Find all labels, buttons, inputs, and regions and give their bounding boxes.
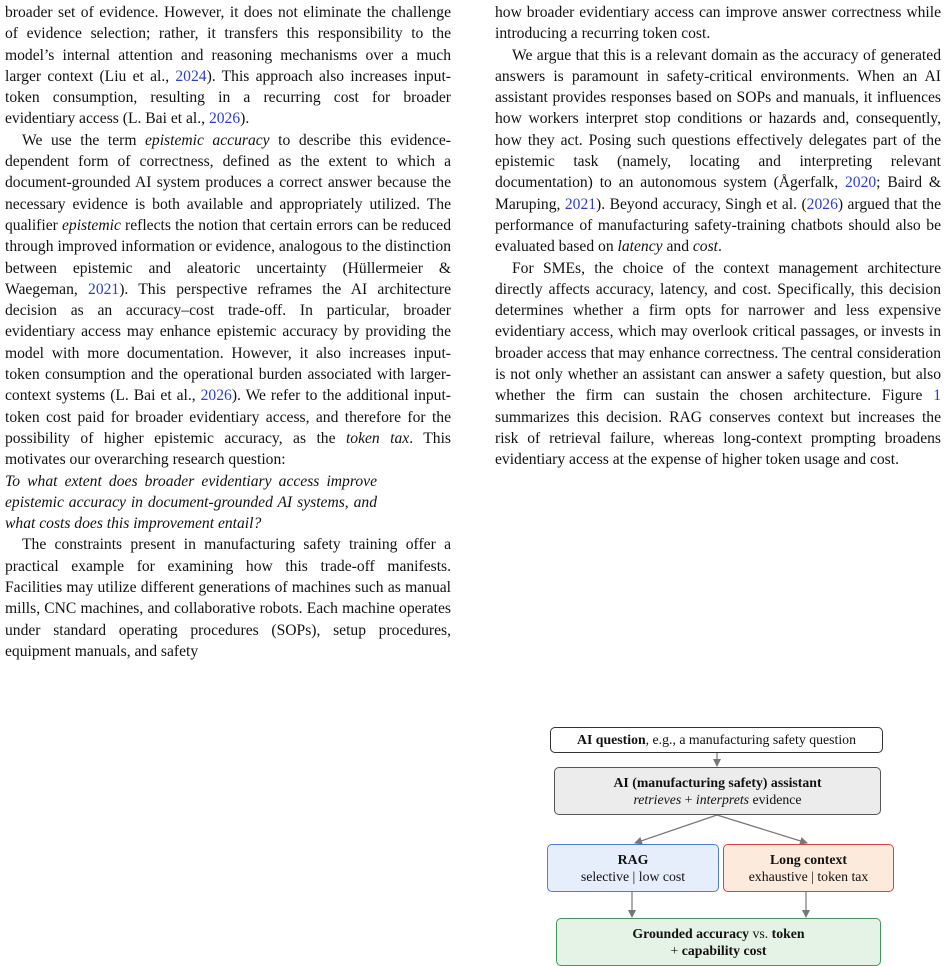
left-column xyxy=(5,2,451,662)
arrow-assistant-to-long-context xyxy=(717,815,807,843)
paragraph: broader set of evidence. However, it does not eliminate the challenge of evidence selection; rather, it transfers this responsibility to the model’s internal attention and reasoning mechanisms over a much larger context (Liu et al., 2024). This approach also increases input-token consumption, resulting in a recurring cost for broader evidentiary access (L. Bai et al., 2026). xyxy=(5,4,451,128)
research-question: To what extent does broader evidentiary access improve epistemic accuracy in document-grounded AI systems, and what costs does this improvement entail? xyxy=(5,472,377,533)
paragraph: For SMEs, the choice of the context management architecture directly affects accuracy, latency, and cost. Specifically, this decision determines whether a firm opts for narrower and less expensive evidentiary access, which may overlook critical passages, or invests in broader access that may enhance correctness. The central consideration is not only whether an assistant can answer a safety question, but also whether the firm can sustain the chosen architecture. Figure 1 summarizes this decision. RAG conserves context but increases the risk of retrieval failure, whereas long-context prompting broadens evidentiary access at the expense of higher token usage and cost. xyxy=(495,259,941,469)
assistant-box: AI (manufacturing safety) assistant retrieves + interprets evidence xyxy=(554,767,881,815)
question-box: AI question, e.g., a manufacturing safety question xyxy=(550,727,883,753)
citation-link[interactable]: 2026 xyxy=(208,110,241,128)
arrow-assistant-to-rag xyxy=(635,815,717,843)
architecture-figure xyxy=(495,640,941,958)
paragraph: how broader evidentiary access can improve answer correctness while introducing a recurring token cost. xyxy=(495,4,941,43)
paragraph: We use the term epistemic accuracy to describe this evidence-dependent form of correctness, defined as the extent to which a document-grounded AI system produces a correct answer because the necessary evidence is both available and appropriately utilized. The qualifier epistemic reflects the notion that certain errors can be reduced through improved information or evidence, analogous to the distinction between epistemic and aleatoric uncertainty (Hüllermeier & Waegeman, 2021). This perspective reframes the AI architecture decision as an accuracy–cost trade-off. In particular, broader evidentiary access may enhance epistemic accuracy by providing the model with more documentation. However, it also increases input-token consumption and the operational burden associated with larger-context systems (L. Bai et al., 2026). We refer to the additional input-token cost paid for broader evidentiary access, and therefore for the possibility of higher epistemic accuracy, as the token tax. This motivates our overarching research question: xyxy=(5,131,451,469)
long-context-box: Long context exhaustive | token tax xyxy=(723,844,894,892)
right-column xyxy=(495,2,941,471)
citation-link[interactable]: 2026 xyxy=(806,195,838,213)
citation-link[interactable]: 2026 xyxy=(200,387,232,405)
citation-link[interactable]: 2024 xyxy=(175,67,207,85)
citation-link[interactable]: 2020 xyxy=(844,174,877,192)
paragraph: The constraints present in manufacturing safety training offer a practical example for examining how this trade-off manifests. Facilities may utilize different generations of machines such as manual mills, CNC machines, and collaborative robots. Each machine operates under standard operating procedures (SOPs), setup procedures, equipment manuals, and safety xyxy=(5,536,451,660)
citation-link[interactable]: 2021 xyxy=(564,195,597,213)
paragraph: We argue that this is a relevant domain as the accuracy of generated answers is paramount in safety-critical environments. When an AI assistant provides responses based on SOPs and manuals, it influences how workers interpret stop conditions or hazards and, consequently, how they act. Posing such questions effectively delegates part of the epistemic task (namely, locating and interpreting relevant documentation) to an autonomous system (Ågerfalk, 2020; Baird & Maruping, 2021). Beyond accuracy, Singh et al. (2026) argued that the performance of manufacturing safety-training chatbots should also be evaluated based on latency and cost. xyxy=(495,46,942,256)
grounded-accuracy-box: Grounded accuracy vs. token + capability cost xyxy=(556,918,881,966)
rag-box: RAG selective | low cost xyxy=(547,844,719,892)
citation-link[interactable]: 2021 xyxy=(88,280,120,298)
figure-reference-link[interactable]: 1 xyxy=(933,387,941,405)
